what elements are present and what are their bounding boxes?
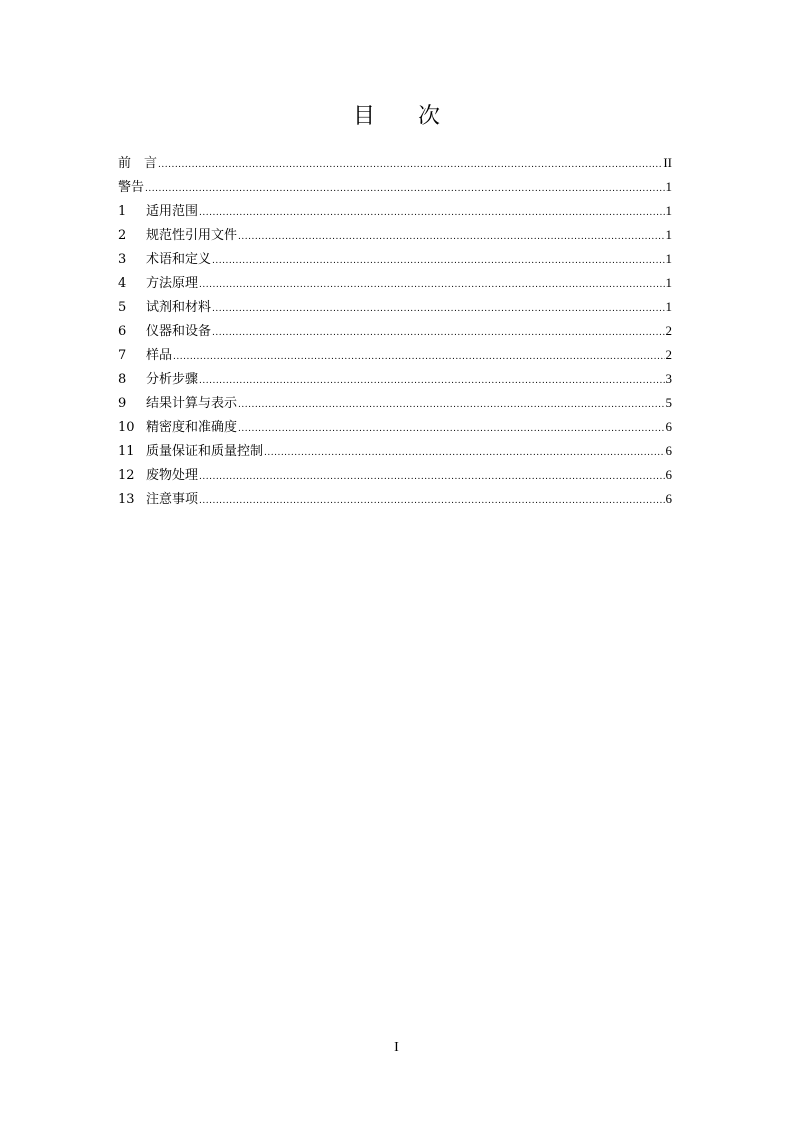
toc-entry-page: II [663, 155, 672, 170]
table-of-contents [118, 151, 672, 511]
toc-entry-page: 6 [665, 443, 672, 458]
toc-entry-label: 质量保证和质量控制 [146, 444, 264, 459]
toc-entry-warning[interactable] [118, 175, 672, 199]
toc-entry-number: 3 [118, 252, 127, 267]
toc-entry-page: 1 [665, 275, 672, 290]
toc-dot-leader [238, 417, 664, 441]
toc-entry-label: 样品 [146, 348, 173, 363]
toc-entry-label: 方法原理 [146, 276, 199, 291]
toc-dot-leader [199, 273, 664, 297]
toc-dot-leader [212, 321, 664, 345]
toc-entry-number: 8 [118, 372, 127, 387]
toc-entry-number: 4 [118, 276, 127, 291]
toc-dot-leader [158, 153, 662, 177]
page-number-footer: I [394, 1040, 399, 1055]
toc-entry-label: 适用范围 [146, 204, 199, 219]
toc-entry-label: 规范性引用文件 [146, 228, 238, 243]
toc-dot-leader [199, 465, 664, 489]
toc-entry-number: 7 [118, 348, 127, 363]
toc-entry-number: 6 [118, 324, 127, 339]
toc-dot-leader [212, 297, 664, 321]
toc-entry-page: 5 [665, 395, 672, 410]
toc-entry-label: 警告 [118, 180, 145, 195]
toc-entry-page: 1 [665, 203, 672, 218]
toc-dot-leader [238, 225, 664, 249]
toc-entry-number: 10 [118, 420, 135, 435]
toc-entry-8[interactable] [118, 367, 672, 391]
toc-entry-page: 1 [665, 299, 672, 314]
toc-entry-9[interactable] [118, 391, 672, 415]
toc-dot-leader [264, 441, 664, 465]
toc-entry-3[interactable] [118, 247, 672, 271]
toc-entry-number: 1 [118, 204, 127, 219]
toc-entry-number: 11 [118, 444, 135, 459]
toc-entry-label: 注意事项 [146, 492, 199, 507]
toc-entry-label: 结果计算与表示 [146, 396, 238, 411]
toc-entry-10[interactable] [118, 415, 672, 439]
toc-dot-leader [199, 489, 664, 513]
toc-entry-12[interactable] [118, 463, 672, 487]
toc-entry-number: 9 [118, 396, 127, 411]
page-title: 目 次 [353, 104, 458, 129]
toc-entry-page: 1 [665, 251, 672, 266]
toc-dot-leader [173, 345, 664, 369]
toc-entry-page: 6 [665, 491, 672, 506]
toc-entry-page: 6 [665, 467, 672, 482]
toc-dot-leader [199, 201, 664, 225]
toc-entry-label: 试剂和材料 [146, 300, 212, 315]
toc-entry-5[interactable] [118, 295, 672, 319]
toc-dot-leader [212, 249, 664, 273]
toc-entry-number: 2 [118, 228, 127, 243]
toc-entry-label: 精密度和准确度 [146, 420, 238, 435]
toc-entry-label: 废物处理 [146, 468, 199, 483]
toc-dot-leader [238, 393, 664, 417]
toc-entry-page: 2 [665, 347, 672, 362]
toc-entry-13[interactable] [118, 487, 672, 511]
toc-entry-2[interactable] [118, 223, 672, 247]
toc-dot-leader [199, 369, 664, 393]
toc-entry-number: 5 [118, 300, 127, 315]
toc-entry-4[interactable] [118, 271, 672, 295]
toc-entry-number: 13 [118, 492, 135, 507]
toc-entry-11[interactable] [118, 439, 672, 463]
toc-entry-label: 术语和定义 [146, 252, 212, 267]
toc-entry-1[interactable] [118, 199, 672, 223]
toc-entry-page: 2 [665, 323, 672, 338]
toc-entry-7[interactable] [118, 343, 672, 367]
toc-entry-page: 1 [665, 179, 672, 194]
toc-entry-label: 分析步骤 [146, 372, 199, 387]
toc-entry-6[interactable] [118, 319, 672, 343]
toc-entry-number: 12 [118, 468, 135, 483]
toc-dot-leader [145, 177, 664, 201]
toc-entry-label: 仪器和设备 [146, 324, 212, 339]
toc-entry-foreword[interactable] [118, 151, 672, 175]
toc-entry-page: 1 [665, 227, 672, 242]
toc-entry-page: 6 [665, 419, 672, 434]
toc-entry-page: 3 [665, 371, 672, 386]
toc-entry-label: 前 言 [118, 156, 158, 171]
